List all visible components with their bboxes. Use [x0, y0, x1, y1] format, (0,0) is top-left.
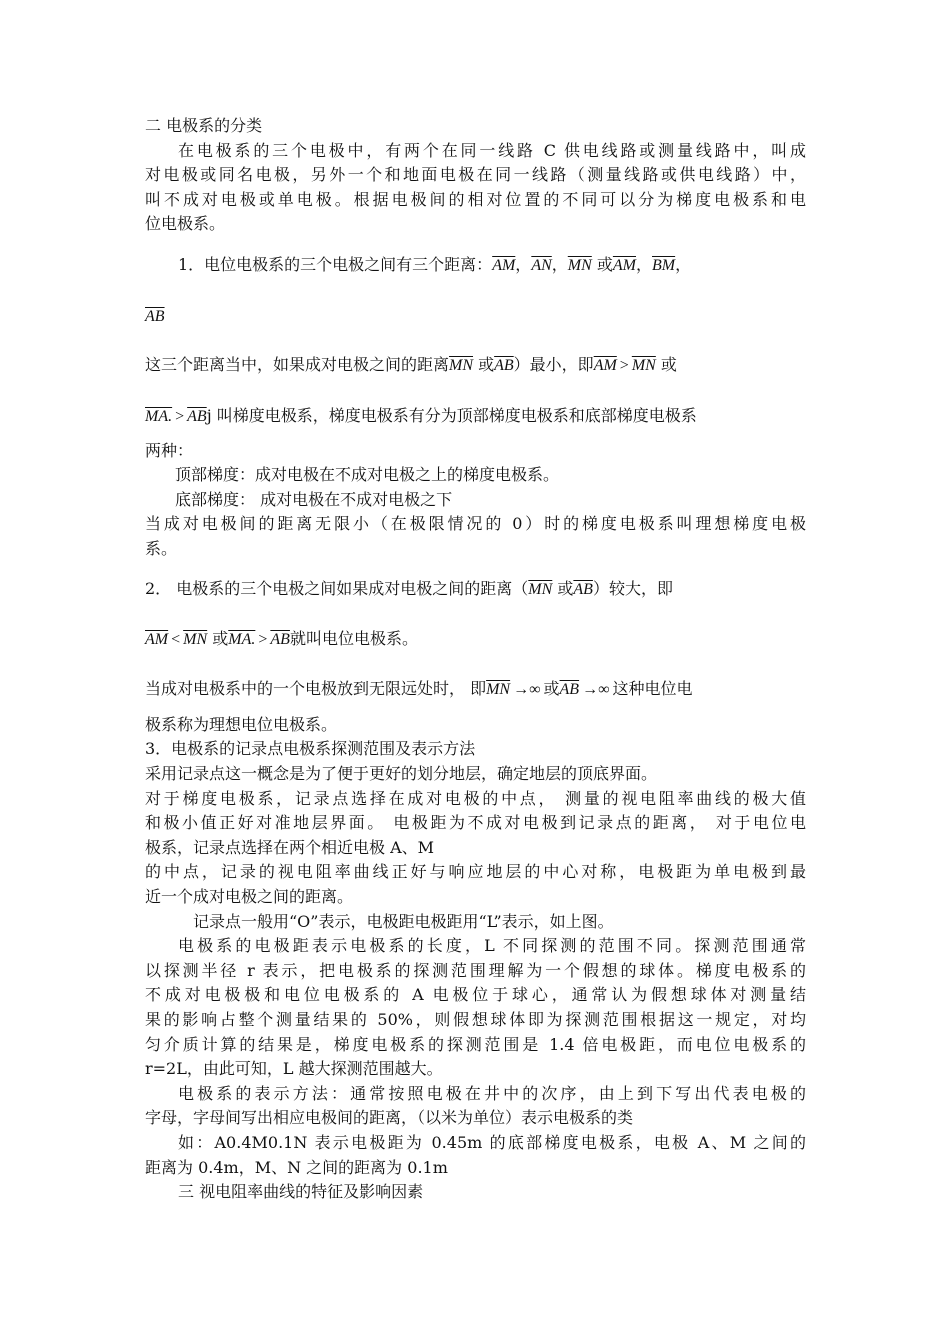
item3-p2-line-1: 对于梯度电极系，记录点选择在成对电极的中点， 测量的视电阻率曲线的极大值 — [145, 789, 806, 808]
sym-mn: $\overline{MN}$ — [567, 257, 592, 274]
sym-am: $\overline{AM}$ — [492, 257, 516, 274]
intro-line-4: 位电极系。 — [145, 214, 226, 233]
text: 当成对电极系中的一个电极放到无限远处时， 即 — [145, 679, 487, 698]
item2-line-2 — [145, 628, 418, 651]
item2-line-3 — [145, 678, 692, 701]
to-infinity: →∞ — [513, 681, 541, 698]
sym-am: $\overline{AM}$ — [612, 257, 636, 274]
to-infinity: →∞ — [582, 681, 610, 698]
top-gradient-def: 顶部梯度：成对电极在不成对电极之上的梯度电极系。 — [175, 465, 560, 484]
item3-heading: 3．电极系的记录点电极系探测范围及表示方法 — [145, 739, 476, 758]
item3-p4-line-2: 以探测半径 r 表示，把电极系的探测范围理解为一个假想的球体。梯度电极系的 — [145, 961, 806, 980]
item1-line-4: 两种： — [145, 441, 194, 460]
sym-mn: $\overline{MN}$ — [486, 681, 511, 698]
item3-p4-line-3: 不成对电极极和电位电极系的 A 电极位于球心，通常认为假想球体对测量结 — [145, 985, 806, 1004]
sym-ab: $\overline{AB}$ — [573, 581, 593, 598]
item1-prefix: 1．电位电极系的三个电极之间有三个距离： — [178, 255, 493, 274]
item1-line-2 — [145, 354, 677, 377]
section-heading-2: 二 电极系的分类 — [145, 116, 263, 135]
item3-p1: 采用记录点这一概念是为了便于更好的划分地层，确定地层的顶底界面。 — [145, 764, 658, 783]
text: 这种电位电 — [612, 679, 693, 698]
item3-p6-line-1: 如：A0.4M0.1N 表示电极距为 0.45m 的底部梯度电极系，电极 A、M 之间的 — [178, 1133, 806, 1152]
item3-p2-line-4: 的中点，记录的视电阻率曲线正好与响应地层的中心对称，电极距为单电极到最 — [145, 862, 806, 881]
intro-line-2: 对电极或同名电极，另外一个和地面电极在同一线路（测量线路或供电线路）中， — [145, 165, 806, 184]
item2-line-1 — [145, 578, 673, 601]
or-word: 或 — [543, 679, 560, 698]
sym-mn: $\overline{MN}$ — [631, 357, 656, 374]
or-word: 或 — [478, 355, 495, 374]
section-heading-3: 三 视电阻率曲线的特征及影响因素 — [178, 1182, 424, 1201]
text: ）较大，即 — [592, 579, 673, 598]
item3-p3: 记录点一般用“O”表示，电极距电极距用“L”表示，如上图。 — [193, 912, 614, 931]
sym-ab: $\overline{AB}$ — [187, 408, 207, 425]
item3-p4-line-6: r=2L，由此可知，L 越大探测范围越大。 — [145, 1059, 443, 1078]
gt-sign: > — [619, 357, 629, 374]
sym-ab: $\overline{AB}$ — [494, 357, 514, 374]
item3-p2-line-3: 极系，记录点选择在两个相近电极 A、M — [145, 838, 435, 857]
sym-ma: MA. — [145, 408, 173, 425]
text: 这三个距离当中，如果成对电极之间的距离 — [145, 355, 450, 374]
sym-an: $\overline{AN}$ — [531, 257, 552, 274]
sym-ab: $\overline{AB}$ — [270, 631, 290, 648]
sym-mn: $\overline{MN}$ — [449, 357, 474, 374]
gt-sign: > — [175, 408, 185, 425]
item3-p4-line-1: 电极系的电极距表示电极系的长度，L 不同探测的范围不同。探测范围通常 — [178, 936, 806, 955]
sym-am: $\overline{AM}$ — [145, 631, 169, 648]
bottom-gradient-def: 底部梯度： 成对电极在不成对电极之下 — [175, 490, 453, 509]
intro-line-3: 叫不成对电极或单电极。根据电极间的相对位置的不同可以分为梯度电极系和电 — [145, 190, 806, 209]
or-word: 或 — [596, 255, 613, 274]
sym-ab: $\overline{AB}$ — [559, 681, 580, 698]
sym-mn: $\overline{MN}$ — [183, 631, 208, 648]
gt-sign: > — [258, 631, 268, 648]
text: ）最小，即 — [513, 355, 594, 374]
sym-ma: MA. — [228, 631, 256, 648]
item1-line-1 — [178, 254, 691, 277]
text: 2． 电极系的三个电极之间如果成对电极之间的距离（ — [145, 579, 529, 598]
or-word: 或 — [660, 355, 677, 374]
item3-p4-line-4: 果的影响占整个测量结果的 50%，则假想球体即为探测范围根据这一规定，对均 — [145, 1010, 806, 1029]
text: j 叫梯度电极系，梯度电极系有分为顶部梯度电极系和底部梯度电极系 — [206, 406, 697, 425]
or-word: 或 — [557, 579, 574, 598]
item1-line-ab — [145, 305, 165, 328]
sym-bm: $\overline{BM}$ — [652, 257, 676, 274]
item3-p2-line-5: 近一个成对电极之间的距离。 — [145, 887, 354, 906]
ideal-gradient-line-2: 系。 — [145, 539, 178, 558]
sym-mn: $\overline{MN}$ — [528, 581, 553, 598]
item2-line-4: 极系称为理想电位电极系。 — [145, 715, 338, 734]
or-word: 或 — [212, 629, 229, 648]
comma: ， — [636, 255, 653, 274]
lt-sign: < — [171, 631, 181, 648]
intro-line-1: 在电极系的三个电极中，有两个在同一线路 C 供电线路或测量线路中，叫成 — [178, 141, 806, 160]
comma: ， — [551, 255, 568, 274]
item3-p5-line-1: 电极系的表示方法：通常按照电极在井中的次序，由上到下写出代表电极的 — [178, 1084, 806, 1103]
sym-ab: $\overline{AB}$ — [145, 308, 165, 325]
sym-am: $\overline{AM}$ — [593, 357, 617, 374]
comma: ， — [515, 255, 532, 274]
item1-line-3 — [145, 405, 697, 428]
text: 就叫电位电极系。 — [289, 629, 418, 648]
item3-p4-line-5: 匀介质计算的结果是，梯度电极系的探测范围是 1.4 倍电极距，而电位电极系的 — [145, 1035, 806, 1054]
item3-p5-line-2: 字母，字母间写出相应电极间的距离，（以米为单位）表示电极系的类 — [145, 1108, 634, 1127]
item3-p6-line-2: 距离为 0.4m，M、N 之间的距离为 0.1m — [145, 1158, 448, 1177]
item3-p2-line-2: 和极小值正好对准地层界面。 电极距为不成对电极到记录点的距离， 对于电位电 — [145, 813, 806, 832]
comma: ， — [675, 255, 692, 274]
ideal-gradient-line-1: 当成对电极间的距离无限小（在极限情况的 0）时的梯度电极系叫理想梯度电极 — [145, 514, 806, 533]
